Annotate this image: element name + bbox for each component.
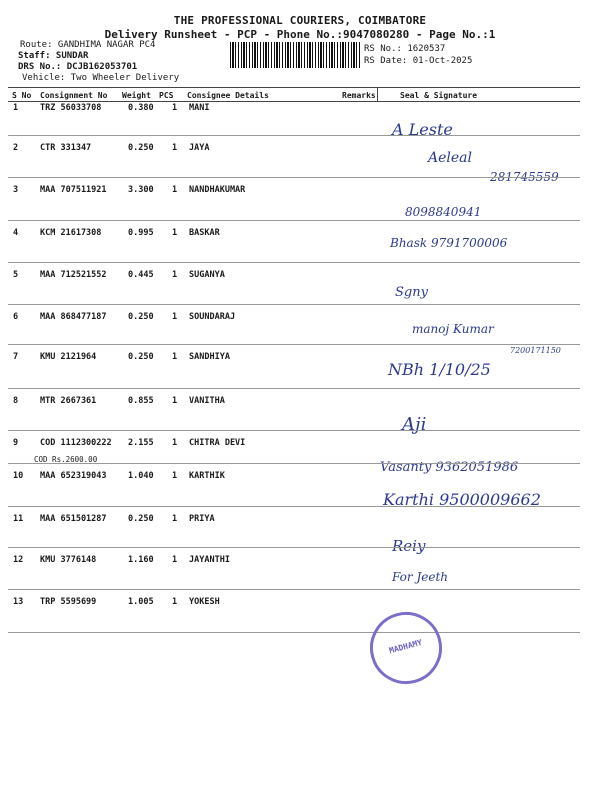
col-pcs: PCS xyxy=(159,91,174,100)
row-pcs: 1 xyxy=(172,396,178,406)
row-weight: 0.995 xyxy=(128,228,154,238)
row-cod-note: COD Rs.2600.00 xyxy=(34,455,98,464)
row-consignee: MANI xyxy=(189,103,210,113)
row-sno: 9 xyxy=(13,438,19,448)
row-weight: 0.250 xyxy=(128,352,154,362)
row-weight: 2.155 xyxy=(128,438,154,448)
row-signature: Aeleal xyxy=(428,150,472,166)
row-pcs: 1 xyxy=(172,438,178,448)
row-pcs: 1 xyxy=(172,514,178,524)
row-consignee: VANITHA xyxy=(189,396,225,406)
row-sno: 11 xyxy=(13,514,24,524)
row-separator xyxy=(8,547,580,548)
row-signature: Sgny xyxy=(395,285,428,300)
row-consignment: TRP 5595699 xyxy=(40,597,97,607)
row-pcs: 1 xyxy=(172,270,178,280)
row-weight: 1.160 xyxy=(128,555,154,565)
col-consignee: Consignee Details xyxy=(187,91,269,100)
row-consignment: MAA 868477187 xyxy=(40,312,107,322)
row-separator xyxy=(8,430,580,431)
row-signature-note: 281745559 xyxy=(490,170,559,184)
row-pcs: 1 xyxy=(172,597,178,607)
row-pcs: 1 xyxy=(172,185,178,195)
col-seal: Seal & Signature xyxy=(400,91,478,100)
col-divider xyxy=(377,88,378,102)
row-sno: 7 xyxy=(13,352,19,362)
row-weight: 3.300 xyxy=(128,185,154,195)
barcode xyxy=(230,42,360,68)
row-sno: 1 xyxy=(13,103,19,113)
row-separator xyxy=(8,463,580,464)
row-signature: Reiy xyxy=(392,537,426,555)
row-sno: 5 xyxy=(13,270,19,280)
row-pcs: 1 xyxy=(172,471,178,481)
col-sno: S No xyxy=(12,91,32,100)
col-weight: Weight xyxy=(122,91,151,100)
header-top-rule xyxy=(8,87,580,88)
row-signature: 8098840941 xyxy=(405,205,482,219)
row-separator xyxy=(8,304,580,305)
row-consignee: KARTHIK xyxy=(189,471,225,481)
row-consignee: JAYANTHI xyxy=(189,555,230,565)
row-separator xyxy=(8,262,580,263)
row-consignee: SOUNDARAJ xyxy=(189,312,236,322)
row-consignee: BASKAR xyxy=(189,228,220,238)
row-consignee: SUGANYA xyxy=(189,270,225,280)
row-consignment: MAA 712521552 xyxy=(40,270,107,280)
row-consignee: SANDHIYA xyxy=(189,352,230,362)
row-consignment: TRZ 56033708 xyxy=(40,103,102,113)
vehicle: Vehicle: Two Wheeler Delivery xyxy=(22,73,180,83)
row-pcs: 1 xyxy=(172,312,178,322)
row-consignee: JAYA xyxy=(189,143,210,153)
row-consignment: COD 1112300222 xyxy=(40,438,112,448)
row-separator xyxy=(8,177,580,178)
row-sno: 10 xyxy=(13,471,24,481)
staff: Staff: SUNDAR xyxy=(18,51,89,61)
route: Route: GANDHIMA NAGAR PC4 xyxy=(20,40,156,50)
row-sno: 13 xyxy=(13,597,24,607)
row-signature: Bhask 9791700006 xyxy=(390,236,508,250)
row-separator xyxy=(8,506,580,507)
col-remarks: Remarks xyxy=(342,91,376,100)
company-title: THE PROFESSIONAL COURIERS, COIMBATORE xyxy=(173,14,427,27)
rs-date: RS Date: 01-Oct-2025 xyxy=(364,56,473,66)
rs-number: RS No.: 1620537 xyxy=(364,44,446,54)
row-signature: Karthi 9500009662 xyxy=(383,490,541,509)
row-consignee: CHITRA DEVI xyxy=(189,438,246,448)
row-signature: Aji xyxy=(402,414,427,435)
row-consignment: MAA 652319043 xyxy=(40,471,107,481)
row-sno: 3 xyxy=(13,185,19,195)
row-consignment: KCM 21617308 xyxy=(40,228,102,238)
row-weight: 0.445 xyxy=(128,270,154,280)
row-consignment: CTR 331347 xyxy=(40,143,92,153)
drs-number: DRS No.: DCJB162053701 xyxy=(18,62,138,72)
row-sno: 4 xyxy=(13,228,19,238)
row-consignment: MTR 2667361 xyxy=(40,396,97,406)
row-weight: 0.380 xyxy=(128,103,154,113)
row-weight: 0.250 xyxy=(128,514,154,524)
row-separator xyxy=(8,344,580,345)
row-weight: 1.040 xyxy=(128,471,154,481)
row-separator xyxy=(8,388,580,389)
row-consignment: KMU 2121964 xyxy=(40,352,97,362)
row-consignment: MAA 707511921 xyxy=(40,185,107,195)
col-consignment: Consignment No xyxy=(40,91,108,100)
header-bottom-rule xyxy=(8,101,580,102)
row-sno: 8 xyxy=(13,396,19,406)
row-separator xyxy=(8,220,580,221)
row-sno: 12 xyxy=(13,555,24,565)
row-consignee: NANDHAKUMAR xyxy=(189,185,246,195)
row-signature: For Jeeth xyxy=(392,570,449,584)
row-consignment: MAA 651501287 xyxy=(40,514,107,524)
runsheet-subtitle: Delivery Runsheet - PCP - Phone No.:9047080280 - Page No.:1 xyxy=(104,28,496,41)
row-pcs: 1 xyxy=(172,228,178,238)
row-consignee: YOKESH xyxy=(189,597,220,607)
row-weight: 0.855 xyxy=(128,396,154,406)
row-pcs: 1 xyxy=(172,555,178,565)
row-sno: 2 xyxy=(13,143,19,153)
row-signature: NBh 1/10/25 xyxy=(388,360,491,379)
row-pcs: 1 xyxy=(172,103,178,113)
row-pcs: 1 xyxy=(172,143,178,153)
row-consignee: PRIYA xyxy=(189,514,215,524)
row-weight: 1.005 xyxy=(128,597,154,607)
row-weight: 0.250 xyxy=(128,312,154,322)
row-consignment: KMU 3776148 xyxy=(40,555,97,565)
row-sno: 6 xyxy=(13,312,19,322)
row-signature-note: 7200171150 xyxy=(510,346,561,355)
office-stamp: MADHAMY xyxy=(362,604,450,692)
row-weight: 0.250 xyxy=(128,143,154,153)
row-separator xyxy=(8,135,580,136)
row-pcs: 1 xyxy=(172,352,178,362)
row-separator xyxy=(8,589,580,590)
row-signature: Vasanty 9362051986 xyxy=(380,460,519,475)
row-signature: A Leste xyxy=(392,120,453,139)
row-separator xyxy=(8,632,580,633)
row-signature: manoj Kumar xyxy=(412,322,494,336)
